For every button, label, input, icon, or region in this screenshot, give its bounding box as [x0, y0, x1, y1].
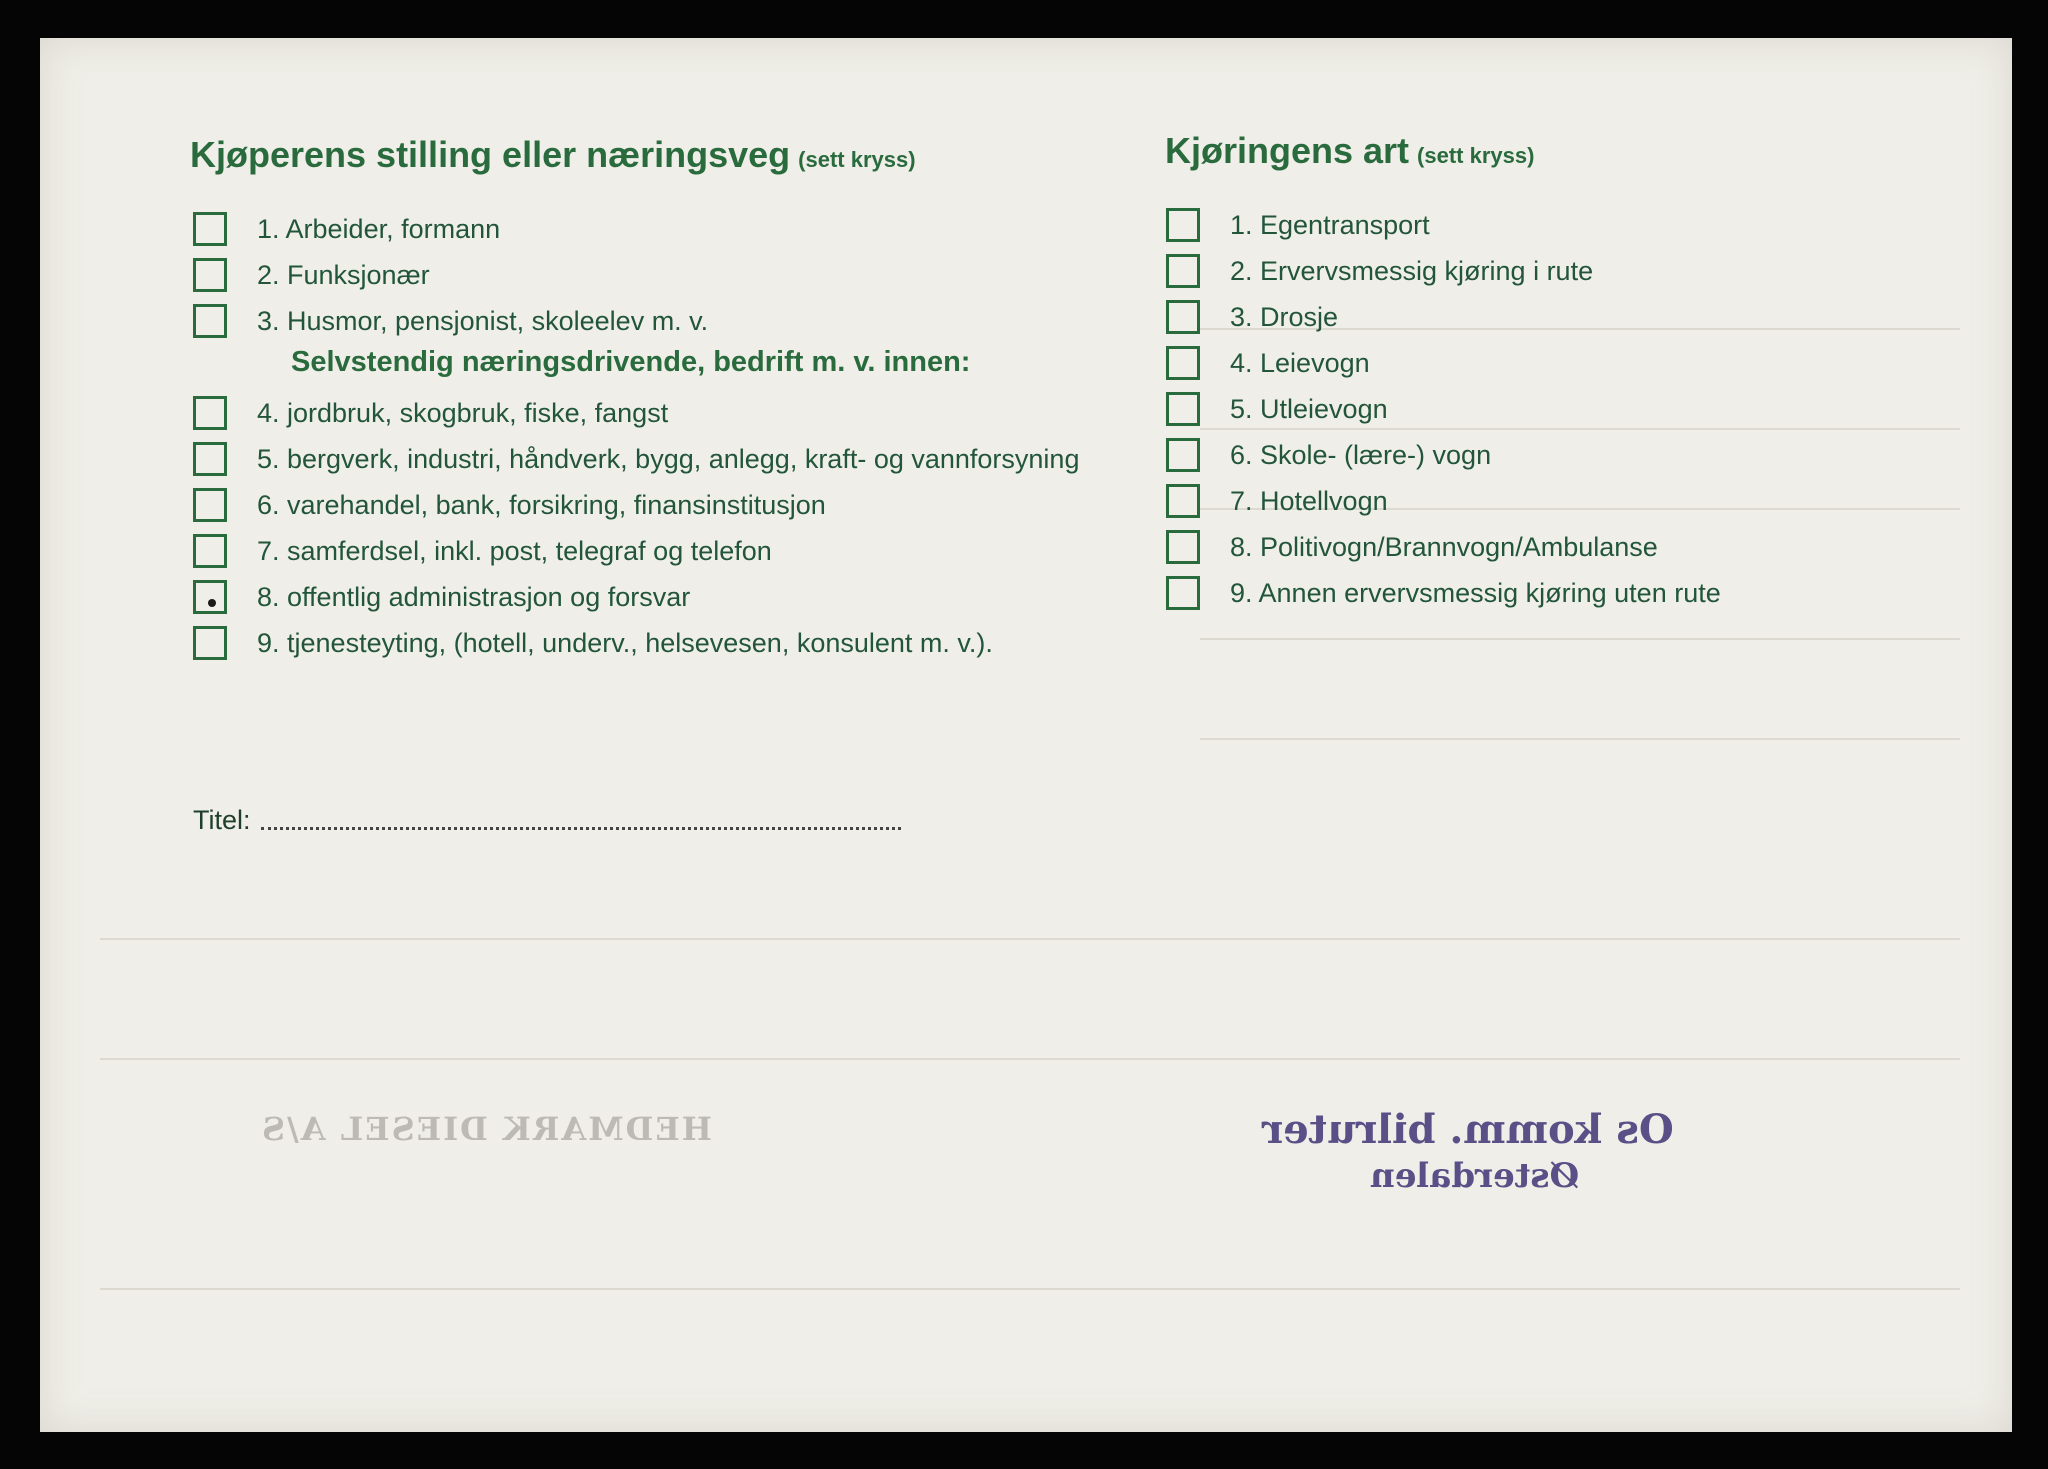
checkbox[interactable]	[1166, 438, 1200, 472]
checkbox[interactable]	[1166, 300, 1200, 334]
heading-note: (sett kryss)	[798, 147, 916, 172]
checkbox[interactable]	[1166, 254, 1200, 288]
checkbox-label: 4. Leievogn	[1230, 347, 1370, 378]
checkbox[interactable]	[193, 534, 227, 568]
checkbox-item[interactable]	[1166, 484, 1388, 518]
checkbox-item[interactable]	[193, 396, 668, 430]
checkbox-label: 1. Arbeider, formann	[257, 213, 501, 244]
buyer-stamp-line1: Os komm. bilruter	[1262, 1106, 1674, 1153]
checkbox[interactable]	[1166, 484, 1200, 518]
buyer-stamp-line2: Østerdalen	[1370, 1156, 1580, 1196]
checkbox-item[interactable]	[193, 442, 1079, 476]
title-field[interactable]	[193, 805, 901, 836]
form-sheet	[40, 38, 2012, 1432]
checkbox-label: 8. offentlig administrasjon og forsvar	[257, 581, 691, 612]
checkbox[interactable]	[193, 580, 227, 614]
checkbox-label: 3. Drosje	[1230, 301, 1339, 332]
checkbox[interactable]	[1166, 576, 1200, 610]
checkbox-item[interactable]	[1166, 254, 1593, 288]
checkbox-item[interactable]	[193, 258, 430, 292]
heading-text: Kjøperens stilling eller næringsveg	[190, 134, 791, 175]
checkbox-label: 6. varehandel, bank, forsikring, finansinstitusjon	[257, 489, 826, 520]
checkbox-item[interactable]	[193, 212, 500, 246]
checkbox[interactable]	[193, 442, 227, 476]
checkbox-label: 3. Husmor, pensjonist, skoleelev m. v.	[257, 305, 709, 336]
checkbox-item[interactable]	[1166, 576, 1721, 610]
checkbox-label: 7. Hotellvogn	[1230, 485, 1388, 516]
heading-text: Kjøringens art	[1165, 130, 1410, 171]
show-through-line	[1200, 738, 1960, 740]
checkbox-item[interactable]	[1166, 530, 1658, 564]
checkbox-label: 9. Annen ervervsmessig kjøring uten rute	[1230, 577, 1721, 608]
checkbox-label: 5. Utleievogn	[1230, 393, 1388, 424]
checkbox-label: 8. Politivogn/Brannvogn/Ambulanse	[1230, 531, 1658, 562]
checkbox-label: 1. Egentransport	[1230, 209, 1430, 240]
checkbox[interactable]	[193, 212, 227, 246]
checkbox[interactable]	[193, 626, 227, 660]
show-through-line	[100, 1288, 1960, 1290]
heading-note: (sett kryss)	[1417, 143, 1535, 168]
show-through-line	[1200, 638, 1960, 640]
checkbox-item-checked[interactable]	[193, 580, 690, 614]
checkbox[interactable]	[1166, 530, 1200, 564]
checkbox-item[interactable]	[193, 488, 826, 522]
buyer-occupation-heading	[190, 134, 916, 176]
title-dotted-line[interactable]	[261, 823, 901, 830]
self-employed-subheading: Selvstendig næringsdrivende, bedrift m. v. innen:	[291, 346, 971, 378]
checkbox-label: 2. Ervervsmessig kjøring i rute	[1230, 255, 1594, 286]
checkbox-item[interactable]	[1166, 346, 1370, 380]
checkbox-label: 2. Funksjonær	[257, 259, 430, 290]
checkbox[interactable]	[193, 304, 227, 338]
checkbox[interactable]	[1166, 208, 1200, 242]
checkbox-item[interactable]	[193, 626, 993, 660]
checkbox[interactable]	[1166, 346, 1200, 380]
title-label: Titel:	[193, 805, 251, 835]
show-through-line	[1200, 428, 1960, 430]
driving-type-heading	[1165, 130, 1534, 172]
checkbox-label: 6. Skole- (lære-) vogn	[1230, 439, 1492, 470]
checkbox-label: 4. jordbruk, skogbruk, fiske, fangst	[257, 397, 669, 428]
checkbox-label: 5. bergverk, industri, håndverk, bygg, anlegg, kraft- og vannforsyning	[257, 443, 1080, 474]
checkbox-item[interactable]	[193, 534, 772, 568]
show-through-line	[100, 938, 1960, 940]
checkbox-item[interactable]	[193, 304, 708, 338]
checkbox-item[interactable]	[1166, 438, 1491, 472]
checkbox[interactable]	[1166, 392, 1200, 426]
check-mark	[208, 599, 216, 607]
checkbox-label: 7. samferdsel, inkl. post, telegraf og telefon	[257, 535, 772, 566]
show-through-line	[100, 1058, 1960, 1060]
checkbox-item[interactable]	[1166, 208, 1430, 242]
checkbox[interactable]	[193, 488, 227, 522]
seller-stamp: HEDMARK DIESEL A/S	[260, 1110, 713, 1148]
checkbox-label: 9. tjenesteyting, (hotell, underv., helsevesen, konsulent m. v.).	[257, 627, 993, 658]
checkbox[interactable]	[193, 396, 227, 430]
checkbox-item[interactable]	[1166, 392, 1388, 426]
checkbox[interactable]	[193, 258, 227, 292]
checkbox-item[interactable]	[1166, 300, 1338, 334]
